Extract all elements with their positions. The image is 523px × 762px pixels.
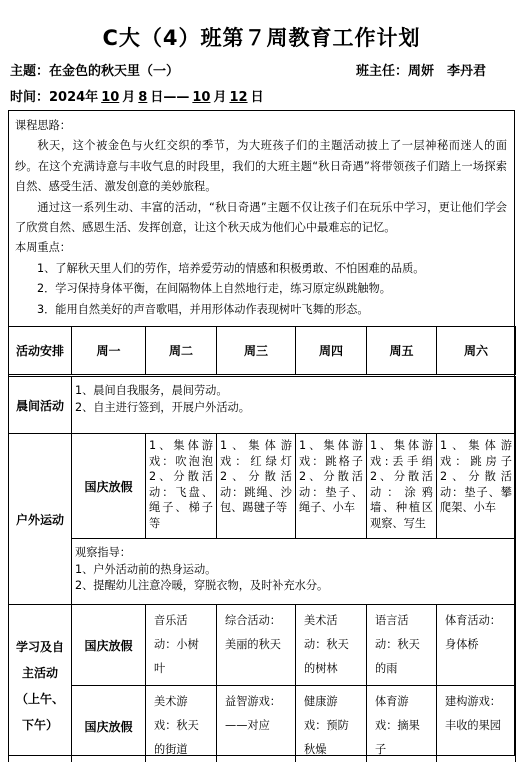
learning-holiday-2: 国庆放假 xyxy=(72,686,146,762)
learning-saturday-2: 建构游戏：丰收的果园 xyxy=(437,686,516,762)
start-month: 10 xyxy=(101,90,120,105)
learning-row-1 xyxy=(9,605,516,686)
course-intro xyxy=(9,111,513,327)
day-dash: 日—— xyxy=(150,90,190,105)
month-char: 月 xyxy=(122,90,136,105)
learning-label xyxy=(9,605,72,762)
morning-content xyxy=(72,376,516,434)
outdoor-notes xyxy=(72,539,516,605)
outdoor-friday: 1、集体游戏:丢手绢2、分散活动：涂鸦墙、种植区观察、写生 xyxy=(367,434,437,539)
header-saturday: 周六 xyxy=(437,327,516,376)
learning-holiday-1: 国庆放假 xyxy=(72,605,146,686)
meta-row xyxy=(10,60,513,78)
learning-saturday-1: 体育活动：身体桥 xyxy=(437,605,516,686)
learning-wednesday-2: 益智游戏：——对应 xyxy=(217,686,296,762)
learning-label-line-4: 下午） xyxy=(21,717,58,732)
intro-paragraph-1: 秋天，这个被金色与火红交织的季节，为大班孩子们的主题活动披上了一层神秘而迷人的面纱。在这个充满诗意与丰收气息的时段里，我们的大班主题“秋日奇遇”将带领孩子们踏上一场探索自然、感受生活、激发创意的美妙旅程。 xyxy=(15,139,507,194)
focus-heading: 本周重点： xyxy=(15,241,71,255)
notes-line-2: 2、提醒幼儿注意冷暖，穿脱衣物，及时补充水分。 xyxy=(75,579,329,592)
focus-point-3: 3．能用自然美好的声音歌唱，并用形体动作表现树叶飞舞的形态。 xyxy=(37,302,369,316)
notes-heading: 观察指导： xyxy=(75,546,131,559)
outdoor-row xyxy=(9,434,516,539)
morning-row xyxy=(9,376,516,434)
time-row xyxy=(10,86,264,105)
header-activity: 活动安排 xyxy=(9,327,72,376)
end-day: 12 xyxy=(229,90,248,105)
teacher-label: 班主任：周妍 李丹君 xyxy=(356,64,487,79)
schedule-table xyxy=(8,326,516,762)
outdoor-label: 户外运动 xyxy=(9,434,72,605)
outdoor-thursday: 1、集体游戏：跳格子2、分散活动：垫子、绳子、小车 xyxy=(296,434,367,539)
learning-label-line-1: 学习及自 xyxy=(15,639,64,654)
learning-thursday-2: 健康游戏：预防秋燥 xyxy=(296,686,367,762)
focus-point-1: 1、了解秋天里人们的劳作，培养爱劳动的情感和积极勇敢、不怕困难的品质。 xyxy=(37,261,425,275)
learning-thursday-1: 美术活动：秋天的树林 xyxy=(296,605,367,686)
outdoor-holiday: 国庆放假 xyxy=(72,434,146,539)
learning-friday-1: 语言活动：秋天的雨 xyxy=(367,605,437,686)
outdoor-notes-row xyxy=(9,539,516,605)
learning-label-line-3: （上午、 xyxy=(15,691,64,706)
start-day: 8 xyxy=(138,90,148,105)
morning-line-2: 2、自主进行签到，开展户外活动。 xyxy=(75,400,250,414)
intro-paragraph-2: 通过这一系列生动、丰富的活动，“秋日奇遇”主题不仅让孩子们在玩乐中学习，更让他们学会了欣赏自然、感恩生活、发挥创意，让这个秋天成为他们心中最难忘的记忆。 xyxy=(15,200,507,235)
outdoor-tuesday: 1、集体游戏：吹泡泡2、分散活动：飞盘、绳子、梯子等 xyxy=(146,434,217,539)
end-month: 10 xyxy=(192,90,211,105)
learning-label-line-2: 主活动 xyxy=(21,665,58,680)
header-monday: 周一 xyxy=(72,327,146,376)
learning-row-2 xyxy=(9,686,516,762)
morning-label: 晨间活动 xyxy=(9,376,72,434)
learning-friday-2: 体育游戏：摘果子 xyxy=(367,686,437,762)
outdoor-saturday: 1、集体游戏：跳房子2、分散活动：垫子、攀爬架、小车 xyxy=(437,434,516,539)
learning-wednesday-1: 综合活动：美丽的秋天 xyxy=(217,605,296,686)
time-prefix: 时间：2024年 xyxy=(10,90,99,105)
learning-tuesday-2: 美术游戏：秋天的街道 xyxy=(146,686,217,762)
notes-line-1: 1、户外活动前的热身运动。 xyxy=(75,562,217,576)
plan-frame xyxy=(8,110,515,756)
header-tuesday: 周二 xyxy=(146,327,217,376)
theme-label: 主题：在金色的秋天里（一） xyxy=(10,64,180,79)
page-title: C大（4）班第７周教育工作计划 xyxy=(102,26,421,50)
outdoor-wednesday: 1、集体游戏：红绿灯2、分散活动：跳绳、沙包、踢毽子等 xyxy=(217,434,296,539)
morning-line-1: 1、晨间自我服务，晨间劳动。 xyxy=(75,384,228,397)
header-thursday: 周四 xyxy=(296,327,367,376)
day-char: 日 xyxy=(250,90,264,105)
intro-heading: 课程思路： xyxy=(15,119,71,132)
focus-point-2: 2．学习保持身体平衡，在间隔物体上自然地行走，练习原定纵跳触物。 xyxy=(37,282,391,296)
header-friday: 周五 xyxy=(367,327,437,376)
header-wednesday: 周三 xyxy=(217,327,296,376)
schedule-header-row xyxy=(9,327,516,376)
month-char-2: 月 xyxy=(213,90,227,105)
learning-tuesday-1: 音乐活动：小树叶 xyxy=(146,605,217,686)
